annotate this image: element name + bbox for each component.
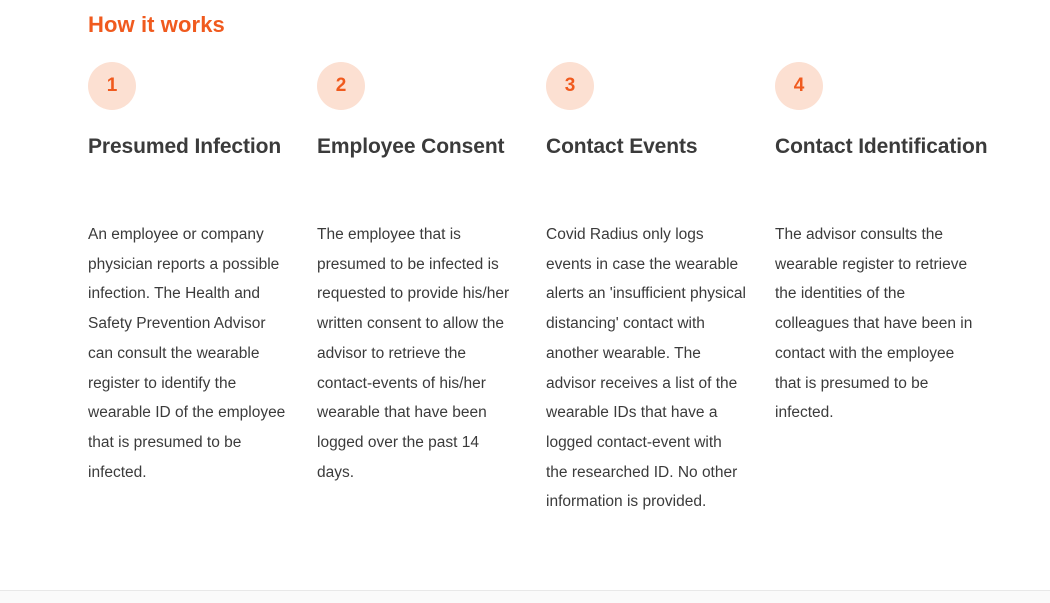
page-title: How it works [88,12,225,37]
steps-container [88,62,1028,517]
step-body-2: The employee that is presumed to be infected is requested to provide his/her written consent to allow the advisor to retrieve the contact-events of his/her wearable that have been logged over the past 14 days. [317,226,510,481]
step-title-3: Contact Events [546,135,698,158]
footer-strip [0,591,1050,603]
step-number-badge-3: 3 [546,62,594,110]
step-body-1: An employee or company physician reports a possible infection. The Health and Safety Prevention Advisor can consult the wearable register to identify the wearable ID of the employee that is presumed to be infected. [88,226,286,481]
step-number-badge-4: 4 [775,62,823,110]
step-title-1: Presumed Infection [88,135,282,158]
step-card-3 [546,62,775,517]
step-card-1 [88,62,317,517]
step-body-3: Covid Radius only logs events in case the wearable alerts an 'insufficient physical distancing' contact with another wearable. The advisor receives a list of the wearable IDs that have a logged contact-event with the researched ID. No other information is provided. [546,226,746,511]
step-card-4 [775,62,1004,517]
step-title-2: Employee Consent [317,135,505,158]
step-number-badge-2: 2 [317,62,365,110]
step-card-2 [317,62,546,517]
step-title-4: Contact Identification [775,135,988,158]
step-number-badge-1: 1 [88,62,136,110]
step-body-4: The advisor consults the wearable register to retrieve the identities of the colleagues that have been in contact with the employee that is presumed to be infected. [775,226,973,422]
